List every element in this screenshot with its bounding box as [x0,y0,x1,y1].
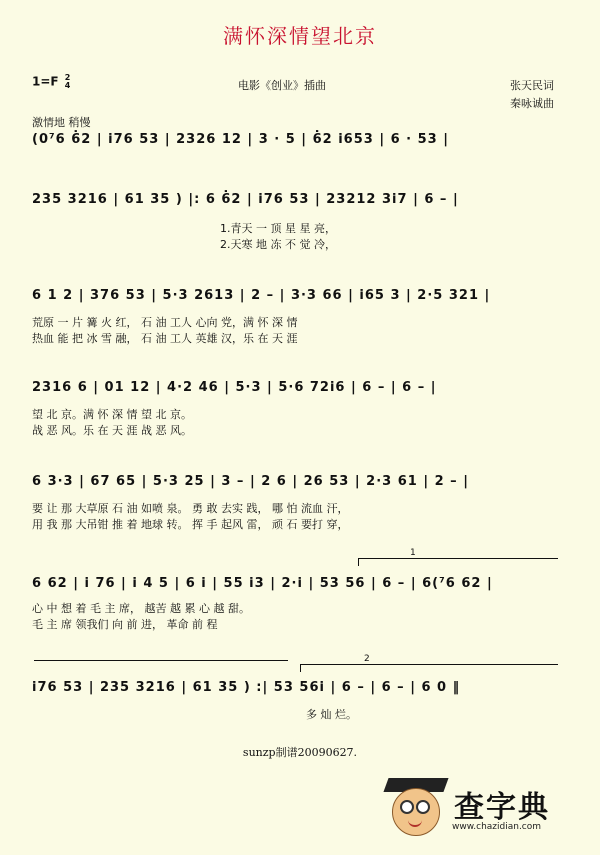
tempo-marking: 激情地 稍慢 [32,116,91,129]
lyric-line-2-verse-2: 2.天寒 地 冻 不 觉 冷， [220,238,336,251]
notation-line-2: 235 3216 | 61 35 ) |: 6 6̇2 | i76 53 | 23212 3i7 | 6 – | [32,192,459,207]
right-eye-icon [416,800,430,814]
watermark-brand: 查字典 [454,790,550,825]
notation-line-4: 2316 6 | 01 12 | 4·2 46 | 5·3 | 5·6 72i6 | 6 – | 6 – | [32,380,437,395]
volta-bracket-2 [300,664,558,665]
song-title: 满怀深情望北京 [223,24,377,48]
lyric-line-3-verse-1: 荒原 一 片 篝 火 红， 石 油 工人 心向 党，满 怀 深 情 [32,316,298,329]
volta-1-label: 1 [410,548,416,558]
watermark-url: www.chazidian.com [452,822,542,832]
left-eye-icon [400,800,414,814]
time-sig-bottom: 4 [64,81,71,90]
lyric-line-5-verse-2: 用 我 那 大吊钳 推 着 地球 转。 挥 手 起风 雷， 顽 石 要打 穿， [32,518,349,531]
notation-line-6: 6 62 | i 76 | i 4 5 | 6 i | 55 i3 | 2·i | 53 56 | 6 – | 6(⁷6 62 | [32,576,493,591]
volta-2-label: 2 [364,654,370,664]
lyric-line-6-verse-1: 心 中 想 着 毛 主 席， 越苦 越 累 心 越 甜。 [32,602,250,615]
lyric-line-2-verse-1: 1.青天 一 顶 星 星 亮， [220,222,336,235]
lyric-line-4-verse-2: 战 恶 风。乐 在 天 涯 战 恶 风。 [32,424,192,437]
notation-line-7: i76 53 | 235 3216 | 61 35 ) :| 53 56i | 6 – | 6 – | 6 0 ‖ [32,680,461,695]
lyricist: 张天民词 [510,79,554,92]
key-signature [32,74,70,90]
song-subtitle: 电影《创业》插曲 [238,79,326,92]
notation-line-3: 6 1 2 | 376 53 | 5·3 2613 | 2 – | 3·3 66 | i65 3 | 2·5 321 | [32,288,491,303]
volta-bracket-1-edge [358,558,359,566]
composer: 秦咏诚曲 [510,97,554,110]
lyric-line-6-verse-2: 毛 主 席 领我们 向 前 进， 革命 前 程 [32,618,218,631]
key-label: 1=F [32,74,59,89]
notation-line-1: (0⁷6 6̇2 | i76 53 | 2326 12 | 3 · 5 | 6̇2 i653 | 6 · 53 | [32,132,449,147]
repeat-overline [34,660,288,661]
lyric-line-7: 多 灿 烂。 [306,708,357,721]
lyric-line-5-verse-1: 要 让 那 大草原 石 油 如喷 泉。 勇 敢 去实 践， 哪 怕 流血 汗， [32,502,349,515]
lyric-line-4-verse-1: 望 北 京。满 怀 深 情 望 北 京。 [32,408,192,421]
time-signature [65,74,71,90]
notation-line-5: 6 3·3 | 67 65 | 5·3 25 | 3 – | 2 6 | 26 53 | 2·3 61 | 2 – | [32,474,469,489]
volta-bracket-2-edge [300,664,301,672]
mascot-face-icon [392,788,440,836]
volta-bracket-1 [358,558,558,559]
transcriber-credit: sunzp制谱20090627. [242,746,358,759]
lyric-line-3-verse-2: 热血 能 把 冰 雪 融， 石 油 工人 英雄 汉，乐 在 天 涯 [32,332,298,345]
time-sig-top: 2 [64,73,71,82]
